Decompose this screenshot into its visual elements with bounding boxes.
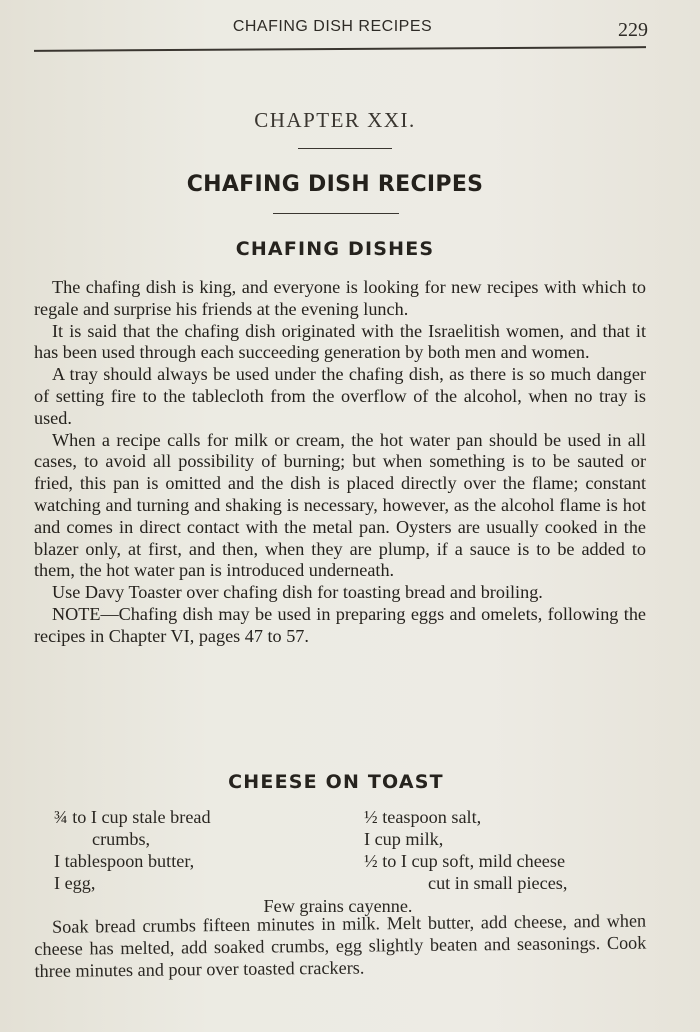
ingredient-item: cut in small pieces, [428,873,568,893]
ingredient-list [54,806,650,896]
ingredient-column-left [54,806,354,894]
ingredient-item: I tablespoon butter, [54,851,195,871]
ingredient-item: crumbs, [92,829,151,849]
paragraph: It is said that the chafing dish originated with the Israelitish women, and that it has been used through each succeeding generation by both men and women. [34,320,646,363]
paragraph: Use Davy Toaster over chafing dish for toasting bread and broiling. [52,582,543,603]
ingredient-item: I egg, [54,873,96,893]
ingredient-item: ¾ to I cup stale bread [54,807,211,827]
paragraph: NOTE—Chafing dish may be used in preparing eggs and omelets, following the recipes in Chapter VI, pages 47 to 57. [34,603,646,646]
title-rule [273,213,399,214]
running-title: CHAFING DISH RECIPES [232,18,433,35]
chapter-label: CHAPTER XXI. [254,108,416,132]
chapter-rule [298,148,392,149]
paragraph: A tray should always be used under the chafing dish, as there is so much danger of setting fire to the tablecloth from the overflow of the alcohol, when no tray is used. [34,364,646,428]
centered-ingredient-line: Few grains cayenne. [263,896,413,916]
chafing-dishes-text [34,277,646,648]
recipe-method [34,911,647,983]
header-rule [34,46,646,52]
section-heading-cheese-on-toast: CHEESE ON TOAST [228,771,444,793]
paragraph: When a recipe calls for milk or cream, the hot water pan should be used in all cases, to avoid all possibility of burning; but when something is to be sauted or fried, this pan is omitted and the dish is placed directly over the flame; constant watching and turning and shaking is necessary, however, as the alcohol flame is hot and comes in direct contact with the metal pan. Oysters are usually cooked in the blazer only, at first, and then, when they are plump, if a sauce is to be added to them, the hot water pan is introduced underneath. [34,429,646,581]
paragraph: The chafing dish is king, and everyone is looking for new recipes with which to regale and surprise his friends at the evening lunch. [34,277,646,319]
ingredient-item: ½ to I cup soft, mild cheese [364,851,566,871]
running-head [0,18,700,44]
ingredient-item: I cup milk, [364,829,444,849]
section-heading-chafing-dishes: CHAFING DISHES [235,238,435,260]
ingredient-column-right [364,806,656,894]
chapter-title: CHAFING DISH RECIPES [186,172,484,197]
method-paragraph: Soak bread crumbs fifteen minutes in milk. Melt butter, add cheese, and when cheese has melted, add soaked crumbs, egg slightly beaten and seasonings. Cook three minutes and pour over toasted crackers. [34,910,647,981]
ingredient-item: ½ teaspoon salt, [364,807,482,827]
page-number: 229 [618,19,648,41]
